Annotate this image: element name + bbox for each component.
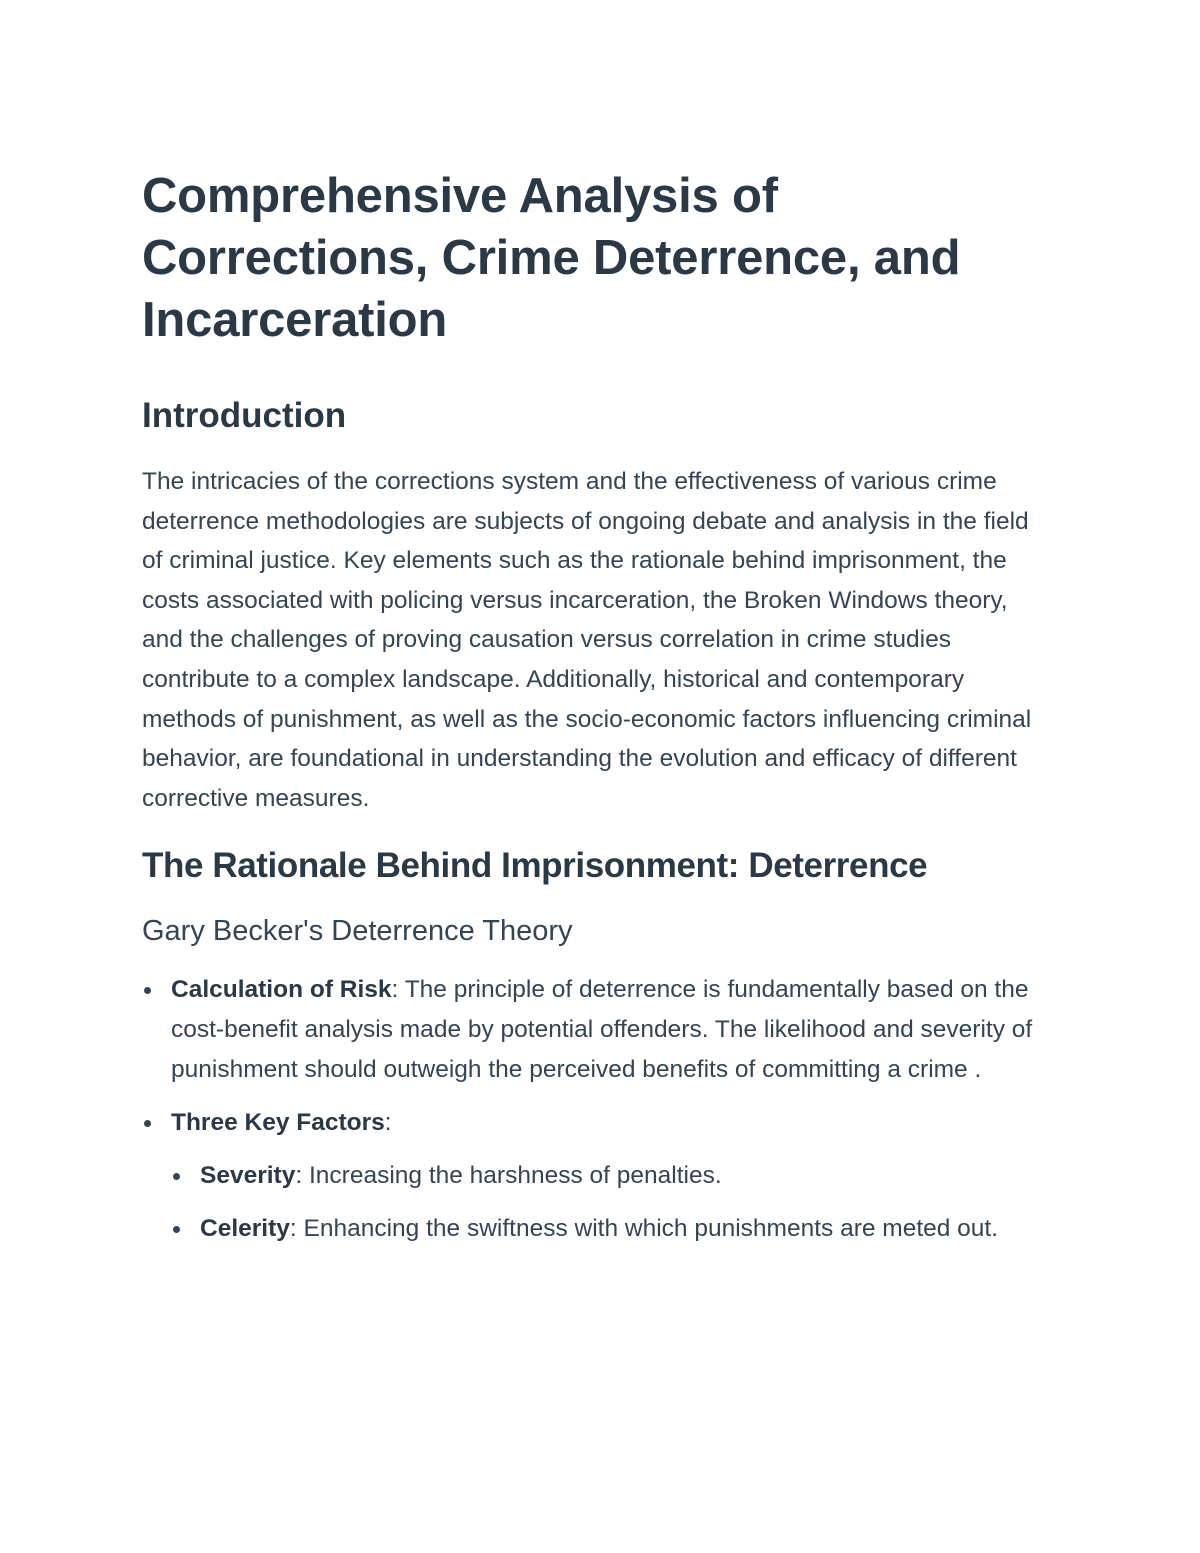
sub-list-item-text: : Increasing the harshness of penalties. <box>295 1162 722 1190</box>
introduction-paragraph: The intricacies of the corrections system and the effectiveness of various crime deterrence methodologies are subjects of ongoing debate and analysis in the field of criminal justice. Key elements such as the rationale behind imprisonment, the costs associated with policing versus incarceration, the Broken Windows theory, and the challenges of proving causation versus correlation in crime studies contribute to a complex landscape. Additionally, historical and contemporary methods of punishment, as well as the socio-economic factors influencing criminal behavior, are foundational in understanding the evolution and efficacy of different corrective measures. <box>142 468 1032 812</box>
sub-list-item-text: : Enhancing the swiftness with which punishments are meted out. <box>289 1215 999 1243</box>
sub-list-item <box>171 1209 1062 1249</box>
introduction-heading: Introduction <box>142 396 347 435</box>
list-item-text: : <box>384 1109 392 1137</box>
list-item-term: Calculation of Risk <box>171 976 392 1004</box>
section-heading: The Rationale Behind Imprisonment: Deterrence <box>142 846 928 886</box>
bullet-icon <box>173 1226 180 1233</box>
list-item <box>142 970 1062 1090</box>
list-item-text: : The principle of deterrence is fundamentally based on the cost-benefit analysis made by potential offenders. The likelihood and severity of punishment should outweigh the perceived benefits of committing a crime . <box>171 976 1033 1084</box>
bullet-icon <box>173 1173 180 1180</box>
section-subheading: Gary Becker's Deterrence Theory <box>142 915 573 948</box>
factor-list <box>142 970 1062 1249</box>
list-item <box>142 1103 1062 1249</box>
sub-list-item-term: Celerity <box>200 1215 290 1243</box>
document-title: Comprehensive Analysis of Corrections, Crime Deterrence, and Incarceration <box>142 169 961 347</box>
document-page <box>142 165 1062 1262</box>
bullet-icon <box>144 987 151 994</box>
sub-factor-list <box>171 1156 1062 1249</box>
bullet-icon <box>144 1120 151 1127</box>
sub-list-item-term: Severity <box>200 1162 296 1190</box>
sub-list-item <box>171 1156 1062 1196</box>
list-item-term: Three Key Factors <box>171 1109 385 1137</box>
